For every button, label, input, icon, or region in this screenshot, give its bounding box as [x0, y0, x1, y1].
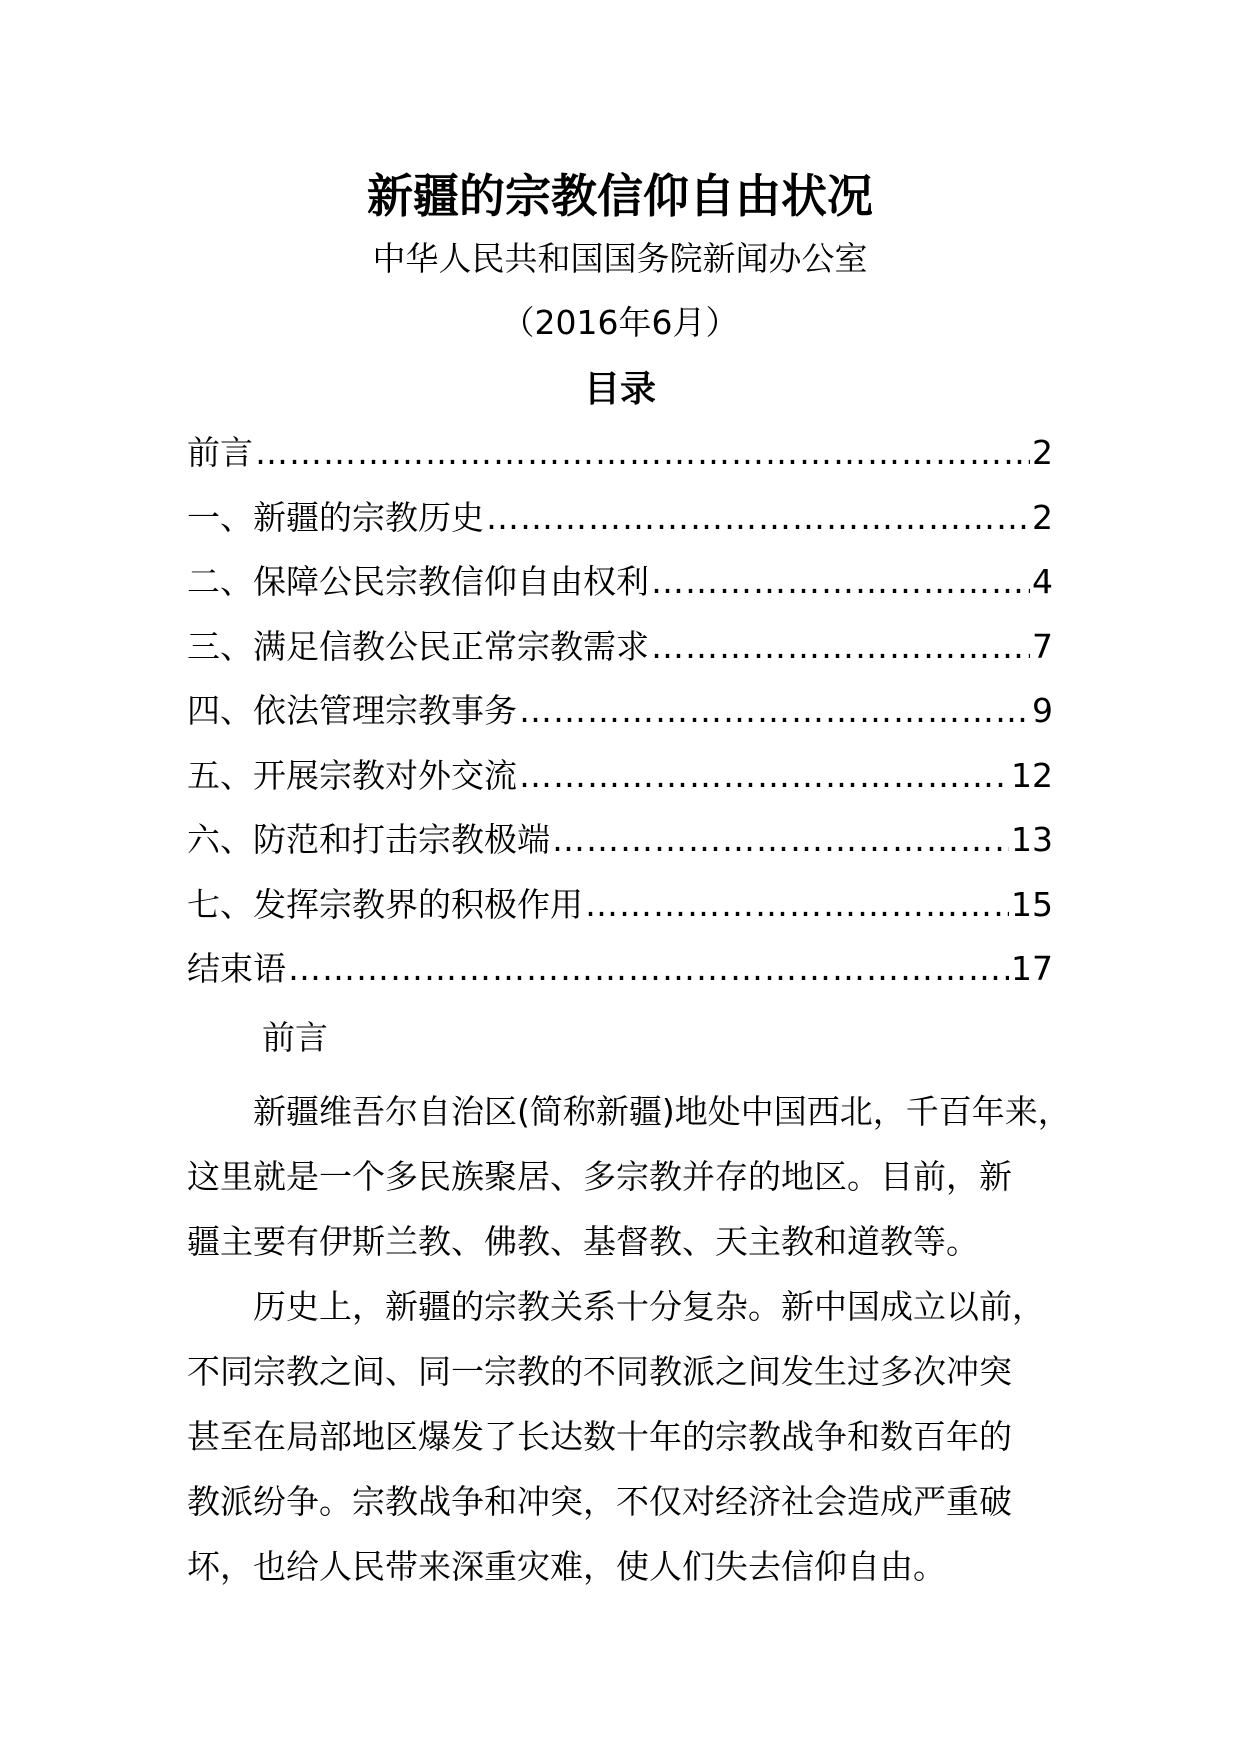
- document-title: 新疆的宗教信仰自由状况: [367, 169, 873, 223]
- paragraph-line: 坏，也给人民带来深重灾难，使人们失去信仰自由。: [187, 1547, 946, 1586]
- toc-entry[interactable]: [187, 624, 1053, 689]
- paragraph-line: 教派纷争。宗教战争和冲突，不仅对经济社会造成严重破: [187, 1482, 1012, 1521]
- toc-entry-page: 4: [1032, 562, 1053, 601]
- toc-heading: 目录: [583, 369, 656, 410]
- toc-leader-dots: [519, 753, 1009, 799]
- toc-entry[interactable]: [187, 688, 1053, 753]
- toc-entry[interactable]: [187, 559, 1053, 624]
- toc-entry-page: 12: [1011, 755, 1053, 795]
- toc-entry[interactable]: [187, 430, 1053, 495]
- toc-entry-label: 七、发挥宗教界的积极作用: [187, 884, 583, 924]
- paragraph-line: 历史上，新疆的宗教关系十分复杂。新中国成立以前，: [253, 1287, 1045, 1326]
- toc-entry[interactable]: [187, 882, 1053, 947]
- table-of-contents: [187, 430, 1053, 1011]
- toc-entry-page: 7: [1032, 626, 1053, 666]
- toc-entry-label: 三、满足信教公民正常宗教需求: [187, 626, 649, 666]
- toc-entry-label: 五、开展宗教对外交流: [187, 755, 517, 795]
- paragraph-line: 甚至在局部地区爆发了长达数十年的宗教战争和数百年的: [187, 1417, 1012, 1456]
- toc-entry-label: 一、新疆的宗教历史: [187, 497, 484, 537]
- toc-entry[interactable]: [187, 946, 1053, 1011]
- toc-leader-dots: [288, 946, 1009, 992]
- toc-entry-label: 结束语: [187, 949, 286, 988]
- toc-entry[interactable]: [187, 753, 1053, 818]
- toc-entry[interactable]: [187, 495, 1053, 560]
- toc-leader-dots: [552, 817, 1009, 863]
- paragraph-line: 这里就是一个多民族聚居、多宗教并存的地区。目前，新: [187, 1157, 1012, 1196]
- toc-entry-page: 2: [1032, 433, 1053, 472]
- section-heading: 前言: [262, 1018, 328, 1057]
- toc-entry-label: 前言: [187, 433, 253, 472]
- toc-leader-dots: [651, 624, 1030, 670]
- toc-entry-page: 17: [1011, 949, 1053, 988]
- toc-entry-label: 六、防范和打击宗教极端: [187, 820, 550, 859]
- toc-entry-page: 9: [1032, 691, 1053, 730]
- toc-leader-dots: [585, 882, 1009, 928]
- toc-entry-page: 15: [1011, 884, 1053, 924]
- toc-entry[interactable]: [187, 817, 1053, 882]
- paragraph: [187, 1274, 1087, 1599]
- toc-leader-dots: [486, 495, 1030, 541]
- toc-leader-dots: [519, 688, 1030, 734]
- document-subtitle: 中华人民共和国国务院新闻办公室: [372, 239, 868, 278]
- paragraph-line: 不同宗教之间、同一宗教的不同教派之间发生过多次冲突: [187, 1352, 1012, 1391]
- toc-entry-label: 二、保障公民宗教信仰自由权利: [187, 562, 649, 601]
- paragraph-line: 疆主要有伊斯兰教、佛教、基督教、天主教和道教等。: [187, 1222, 979, 1261]
- paragraph: [187, 1079, 1087, 1274]
- toc-leader-dots: [651, 559, 1030, 605]
- toc-entry-page: 13: [1011, 820, 1053, 859]
- toc-entry-page: 2: [1032, 497, 1053, 537]
- document-date: （2016年6月）: [501, 303, 739, 342]
- paragraph-line: 新疆维吾尔自治区(简称新疆)地处中国西北，千百年来，: [253, 1092, 1071, 1131]
- toc-leader-dots: [255, 430, 1030, 476]
- toc-entry-label: 四、依法管理宗教事务: [187, 691, 517, 730]
